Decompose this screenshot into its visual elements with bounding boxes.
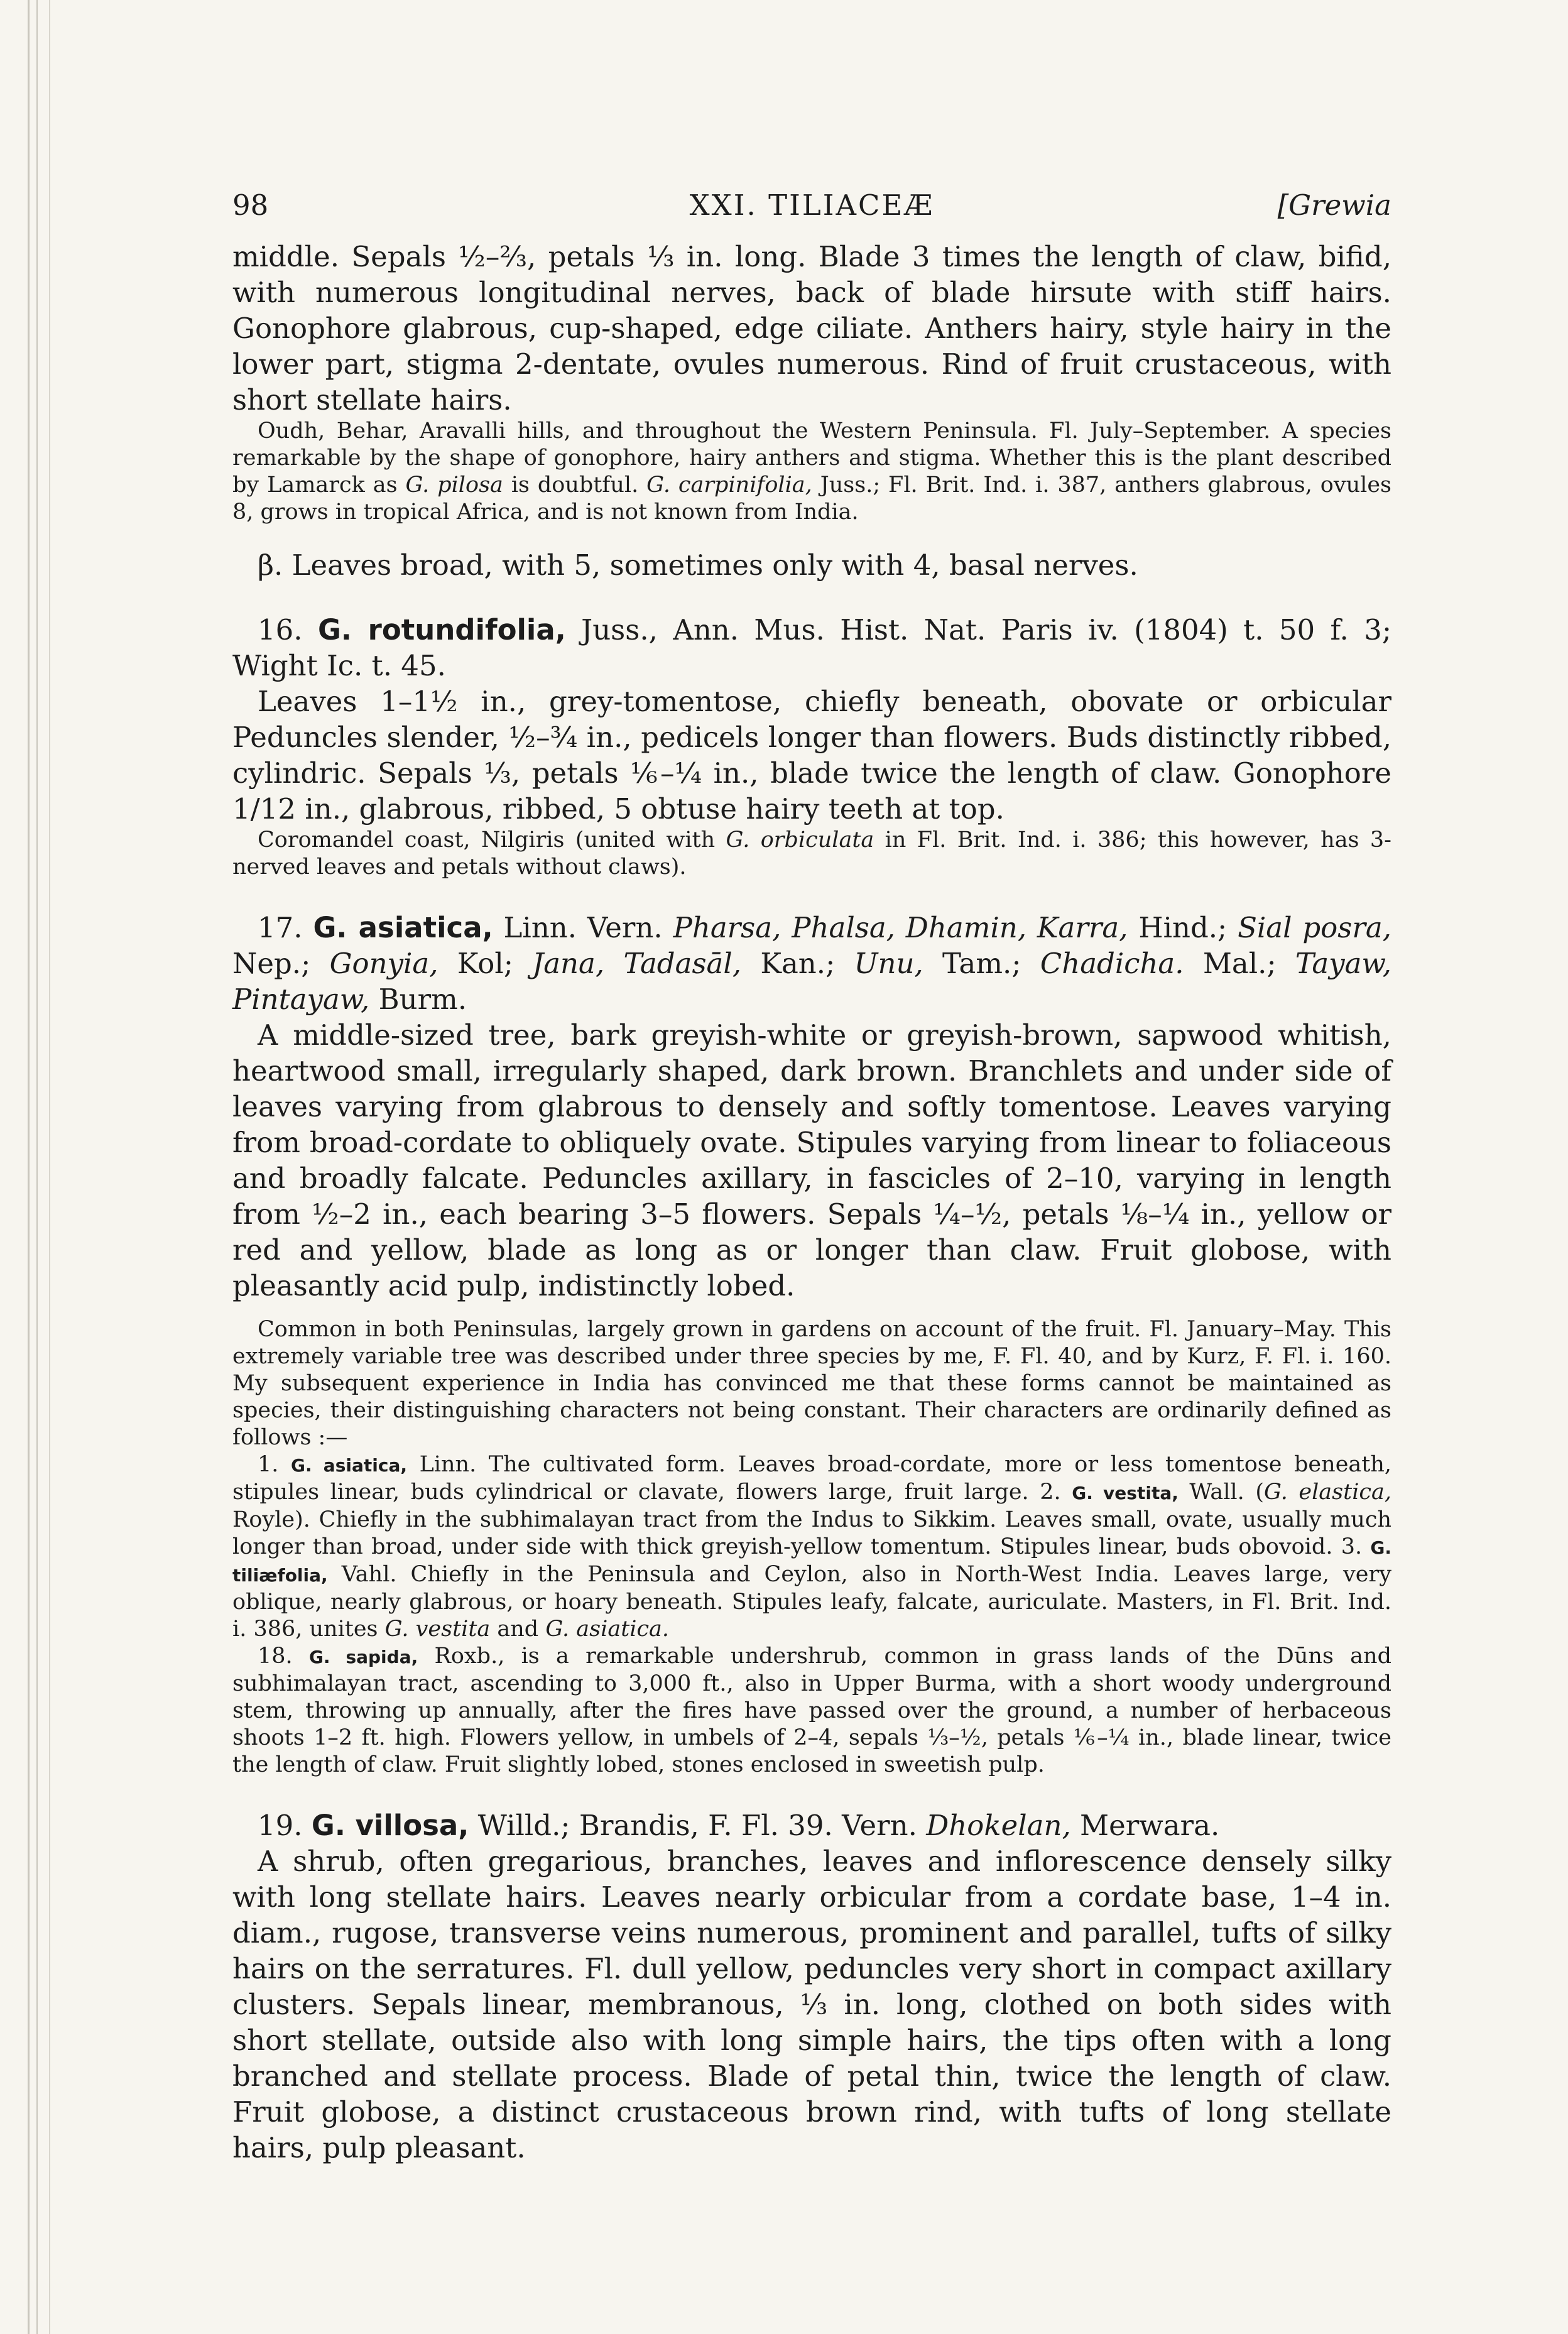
species-16-heading: 16. G. rotundifolia, Juss., Ann. Mus. Hist. Nat. Paris iv. (1804) t. 50 f. 3; Wight Ic. t. 45.	[232, 613, 1391, 682]
genus-heading: [Grewia	[1277, 188, 1391, 222]
page-number: 98	[232, 188, 269, 222]
paragraph-continuation: middle. Sepals ½–⅔, petals ⅓ in. long. Blade 3 times the length of claw, bifid, with numerous longitudinal nerves, back of blade hirsute with stiff hairs. Gonophore glabrous, cup-shaped, edge ciliate. Anthers hairy, style hairy in the lower part, stigma 2-dentate, ovules numerous. Rind of fruit crustaceous, with short stellate hairs.	[232, 240, 1391, 417]
distribution-note: Oudh, Behar, Aravalli hills, and throughout the Western Peninsula. Fl. July–September. A species remarkable by the shape of gonophore, hairy anthers and stigma. Whether this is the plant described by Lamarck as G. pilosa is doubtful. G. carpinifolia, Juss.; Fl. Brit. Ind. i. 387, anthers glabrous, ovules 8, grows in tropical Africa, and is not known from India.	[232, 418, 1392, 525]
page	[232, 188, 1391, 2166]
species-17-heading: 17. G. asiatica, Linn. Vern. Pharsa, Phalsa, Dhamin, Karra, Hind.; Sial posra, Nep.; Gonyia, Kol; Jana, Tadasāl, Kan.; Unu, Tam.; Chadicha. Mal.; Tayaw, Pintayaw, Burm.	[232, 911, 1391, 1016]
species-16-note: Coromandel coast, Nilgiris (united with G. orbiculata in Fl. Brit. Ind. i. 386; this however, has 3-nerved leaves and petals without claws).	[232, 827, 1391, 880]
species-18-note: 18. G. sapida, Roxb., is a remarkable undershrub, common in grass lands of the Dūns and subhimalayan tract, ascending to 3,000 ft., also in Upper Burma, with a short woody underground stem, throwing up annually, after the fires have passed over the ground, a number of herbaceous shoots 1–2 ft. high. Flowers yellow, in umbels of 2–4, sepals ⅓–½, petals ⅙–¼ in., blade linear, twice the length of claw. Fruit slightly lobed, stones enclosed in sweetish pulp.	[232, 1644, 1391, 1777]
running-header	[232, 188, 1391, 239]
species-19-heading: 19. G. villosa, Willd.; Brandis, F. Fl. 39. Vern. Dhokelan, Merwara.	[258, 1809, 1220, 1842]
subsection-beta: β. Leaves broad, with 5, sometimes only with 4, basal nerves.	[258, 548, 1138, 582]
species-16-description: Leaves 1–1½ in., grey-tomentose, chiefly beneath, obovate or orbicular Peduncles slender, ½–¾ in., pedicels longer than flowers. Buds distinctly ribbed, cylindric. Sepals ⅓, petals ⅙–¼ in., blade twice the length of claw. Gonophore 1/12 in., glabrous, ribbed, 5 obtuse hairy teeth at top.	[232, 685, 1391, 826]
species-17-note: Common in both Peninsulas, largely grown in gardens on account of the fruit. Fl. January–May. This extremely variable tree was described under three species by me, F. Fl. 40, and by Kurz, F. Fl. i. 160. My subsequent experience in India has convinced me that these forms cannot be maintained as species, their distinguishing characters not being constant. Their characters are ordinarily defined as follows :—	[232, 1317, 1391, 1450]
binding-rule	[49, 0, 50, 2334]
binding-rule	[36, 0, 38, 2334]
family-title: XXI. TILIACEÆ	[689, 188, 935, 222]
species-19-description: A shrub, often gregarious, branches, leaves and inflorescence densely silky with long stellate hairs. Leaves nearly orbicular from a cordate base, 1–4 in. diam., rugose, transverse veins numerous, prominent and parallel, tufts of silky hairs on the serratures. Fl. dull yellow, peduncles very short in compact axillary clusters. Sepals linear, membranous, ⅓ in. long, clothed on both sides with short stellate, outside also with long simple hairs, the tips often with a long branched and stellate process. Blade of petal thin, twice the length of claw. Fruit globose, a distinct crustaceous brown rind, with tufts of long stellate hairs, pulp pleasant.	[232, 1845, 1391, 2164]
binding-rule	[28, 0, 30, 2334]
species-17-varieties: 1. G. asiatica, Linn. The cultivated form. Leaves broad-cordate, more or less tomentose beneath, stipules linear, buds cylindrical or clavate, flowers large, fruit large. 2. G. vestita, Wall. (G. elastica, Royle). Chiefly in the subhimalayan tract from the Indus to Sikkim. Leaves small, ovate, usually much longer than broad, under side with thick greyish-yellow tomentum. Stipules linear, buds obovoid. 3. G. tiliæfolia, Vahl. Chiefly in the Peninsula and Ceylon, also in North-West India. Leaves large, very oblique, nearly glabrous, or hoary beneath. Stipules leafy, falcate, auriculate. Masters, in Fl. Brit. Ind. i. 386, unites G. vestita and G. asiatica.	[232, 1452, 1391, 1642]
species-17-description: A middle-sized tree, bark greyish-white or greyish-brown, sapwood whitish, heartwood small, irregularly shaped, dark brown. Branchlets and under side of leaves varying from glabrous to densely and softly tomentose. Leaves varying from broad-cordate to obliquely ovate. Stipules varying from linear to foliaceous and broadly falcate. Peduncles axillary, in fascicles of 2–10, varying in length from ½–2 in., each bearing 3–5 flowers. Sepals ¼–½, petals ⅛–¼ in., yellow or red and yellow, blade as long as or longer than claw. Fruit globose, with pleasantly acid pulp, indistinctly lobed.	[232, 1018, 1391, 1302]
